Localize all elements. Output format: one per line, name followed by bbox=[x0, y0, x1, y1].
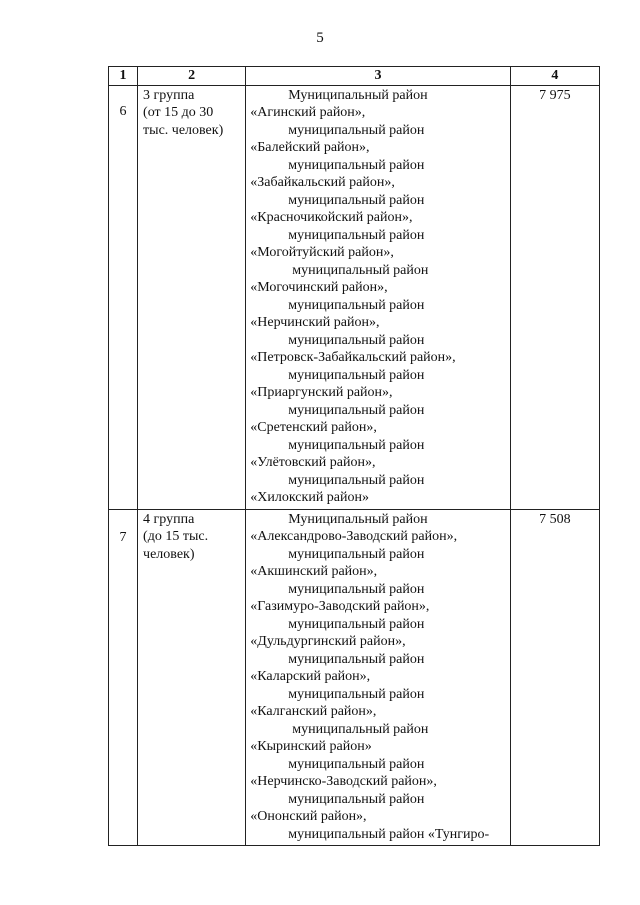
header-cell-4: 4 bbox=[510, 67, 599, 86]
district-line: Муниципальный район bbox=[288, 87, 428, 103]
district-line: «Газимуро-Заводский район», bbox=[250, 599, 430, 614]
group-line: тыс. человек) bbox=[143, 122, 224, 138]
district-line: муниципальный район bbox=[288, 756, 425, 772]
district-line: «Сретенский район», bbox=[250, 420, 377, 435]
districts-cell bbox=[246, 85, 511, 509]
district-line: муниципальный район bbox=[288, 367, 425, 383]
row-number: 6 bbox=[109, 85, 138, 509]
group-line: человек) bbox=[143, 546, 195, 562]
district-line: «Александрово-Заводский район», bbox=[250, 529, 458, 544]
group-line: (до 15 тыс. bbox=[143, 529, 209, 544]
district-line: муниципальный район bbox=[288, 297, 425, 313]
district-line: муниципальный район bbox=[288, 472, 425, 488]
row-number: 7 bbox=[109, 509, 138, 846]
district-line: «Агинский район», bbox=[250, 105, 366, 120]
district-line: «Кыринский район» bbox=[250, 739, 372, 754]
allocation-table bbox=[108, 66, 600, 846]
group-line: 4 группа bbox=[143, 511, 195, 527]
district-line: «Могочинский район», bbox=[250, 280, 388, 295]
amount-value: 7 975 bbox=[510, 85, 599, 509]
district-line: муниципальный район «Тунгиро- bbox=[288, 826, 490, 842]
district-line: муниципальный район bbox=[288, 546, 425, 562]
district-line: «Дульдургинский район», bbox=[250, 634, 406, 649]
district-line: муниципальный район bbox=[288, 791, 425, 807]
page-number: 5 bbox=[316, 30, 324, 46]
district-line: муниципальный район bbox=[288, 686, 425, 702]
district-line: «Балейский район», bbox=[250, 140, 370, 155]
district-line: муниципальный район bbox=[288, 437, 425, 453]
table-row bbox=[109, 85, 600, 509]
district-line: «Могойтуйский район», bbox=[250, 245, 394, 260]
table-row bbox=[109, 509, 600, 846]
district-line: «Акшинский район», bbox=[250, 564, 378, 579]
group-line: (от 15 до 30 bbox=[143, 105, 214, 120]
district-line: муниципальный район bbox=[288, 402, 425, 418]
group-cell bbox=[138, 509, 246, 846]
group-line: 3 группа bbox=[143, 87, 195, 103]
district-line: «Каларский район», bbox=[250, 669, 371, 684]
district-line: «Ононский район», bbox=[250, 809, 367, 824]
table-header-row bbox=[109, 67, 600, 86]
district-line: муниципальный район bbox=[288, 651, 425, 667]
district-line: «Приаргунский район», bbox=[250, 385, 393, 400]
group-cell bbox=[138, 85, 246, 509]
district-line: муниципальный район bbox=[288, 122, 425, 138]
district-line: муниципальный район bbox=[288, 157, 425, 173]
district-line: муниципальный район bbox=[292, 721, 429, 737]
district-line: «Нерчинско-Заводский район», bbox=[250, 774, 437, 789]
district-line: Муниципальный район bbox=[288, 511, 428, 527]
header-cell-1: 1 bbox=[109, 67, 138, 86]
district-line: муниципальный район bbox=[288, 192, 425, 208]
district-line: «Улётовский район», bbox=[250, 455, 376, 470]
districts-cell bbox=[246, 509, 511, 846]
district-line: «Петровск-Забайкальский район», bbox=[250, 350, 456, 365]
district-line: «Забайкальский район», bbox=[250, 175, 395, 190]
district-line: «Калганский район», bbox=[250, 704, 377, 719]
district-line: муниципальный район bbox=[288, 227, 425, 243]
district-line: «Красночикойский район», bbox=[250, 210, 413, 225]
district-line: «Хилокский район» bbox=[250, 490, 370, 505]
district-line: муниципальный район bbox=[288, 616, 425, 632]
district-line: муниципальный район bbox=[292, 262, 429, 278]
header-cell-3: 3 bbox=[246, 67, 511, 86]
district-line: муниципальный район bbox=[288, 332, 425, 348]
district-line: муниципальный район bbox=[288, 581, 425, 597]
district-line: «Нерчинский район», bbox=[250, 315, 380, 330]
header-cell-2: 2 bbox=[138, 67, 246, 86]
amount-value: 7 508 bbox=[510, 509, 599, 846]
